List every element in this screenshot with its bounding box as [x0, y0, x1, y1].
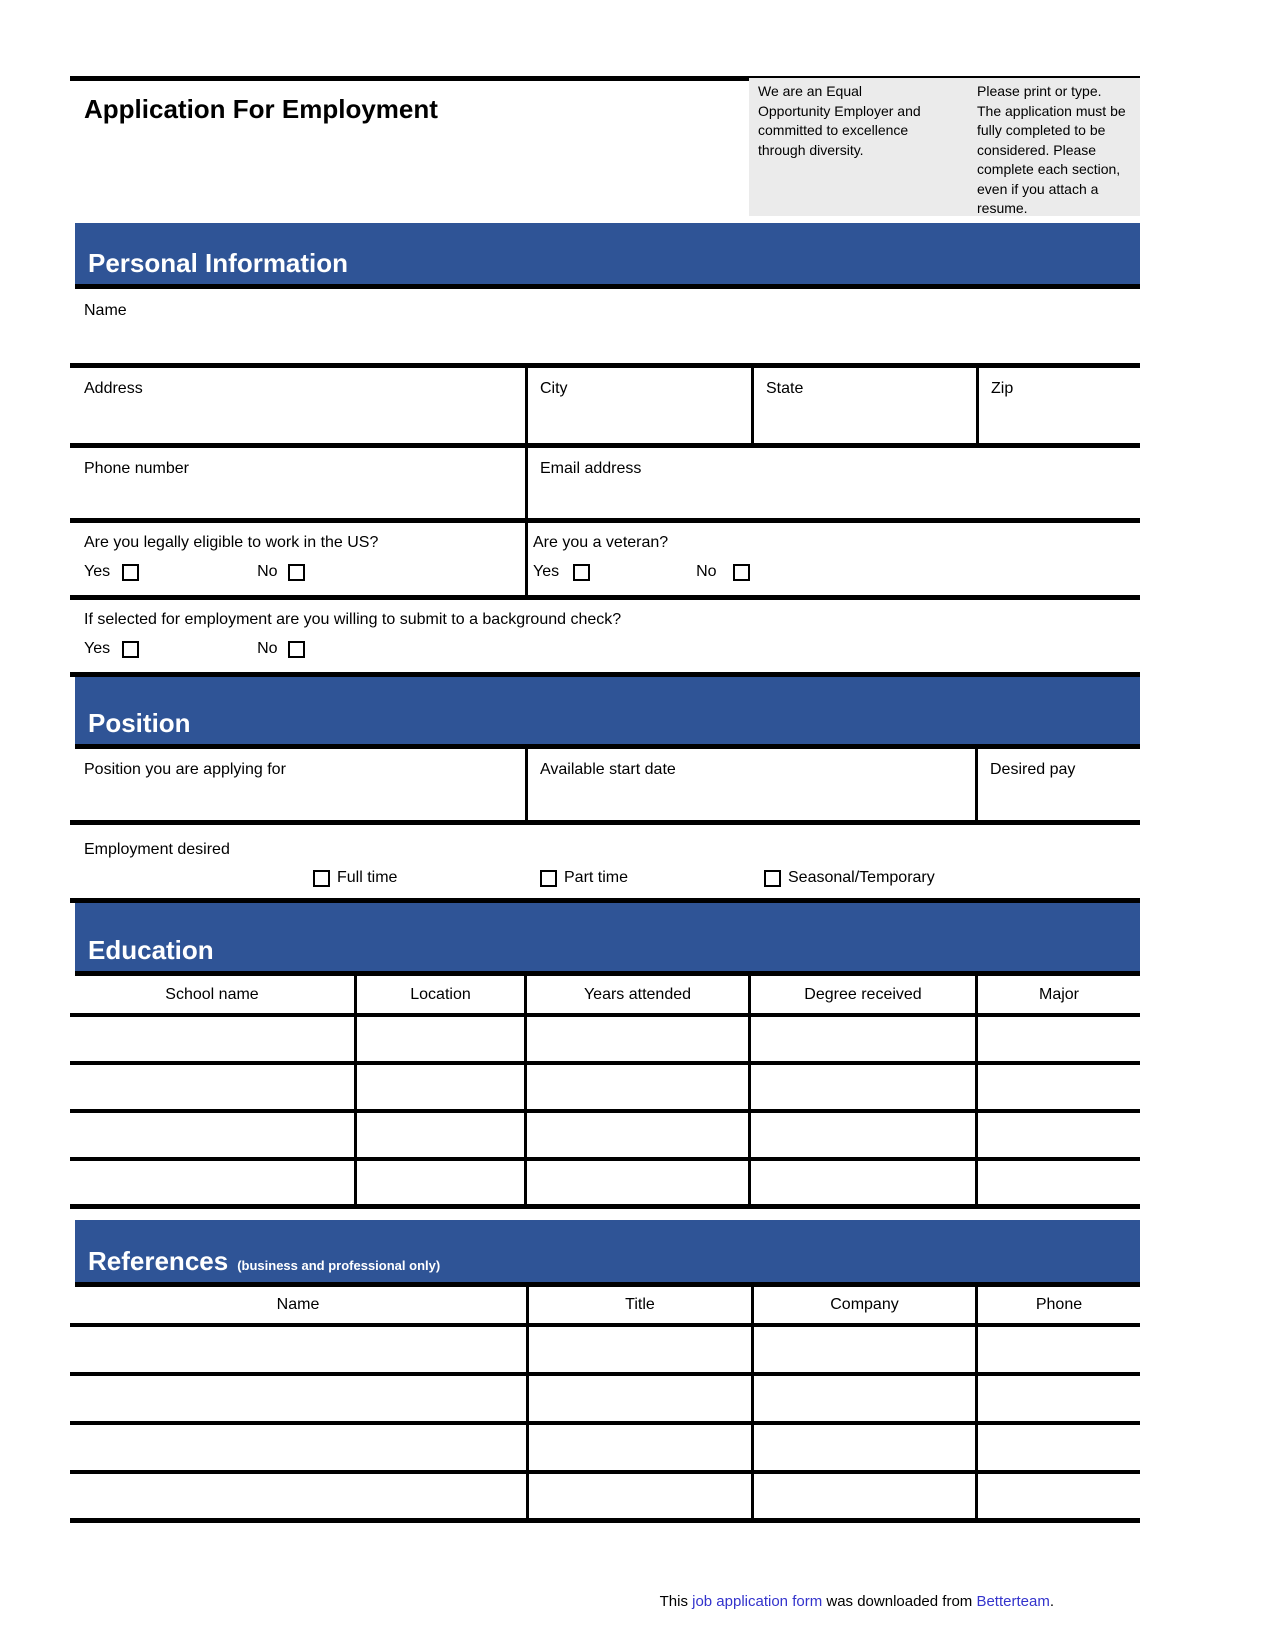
references-row — [70, 1327, 1140, 1376]
employment-desired-row — [70, 825, 1140, 903]
education-cell[interactable] — [357, 1161, 527, 1204]
section-header-education — [75, 903, 1140, 976]
education-row — [70, 1017, 1140, 1065]
desired-pay-field[interactable] — [978, 749, 1140, 820]
education-col-major: Major — [1038, 985, 1079, 1003]
start-date-label: Available start date — [540, 761, 676, 778]
section-header-personal — [75, 223, 1140, 289]
education-row — [70, 1065, 1140, 1113]
seasonal-temporary-option — [764, 869, 935, 887]
print-instructions-notice — [977, 82, 1140, 216]
reference-cell[interactable] — [754, 1327, 978, 1372]
education-cell[interactable] — [751, 1017, 978, 1061]
notice-line: Please print or type. — [977, 83, 1102, 99]
notice-line: fully completed to be — [977, 122, 1106, 138]
notice-line: Opportunity Employer and — [758, 102, 921, 119]
yes-label: Yes — [533, 563, 560, 580]
references-qualifier: (business and professional only) — [237, 1258, 441, 1273]
education-row — [70, 1161, 1140, 1209]
city-field[interactable] — [528, 368, 754, 443]
section-title-personal: Personal Information — [88, 248, 349, 278]
education-cell[interactable] — [751, 1065, 978, 1109]
eligible-no-checkbox[interactable] — [288, 564, 305, 581]
applying-for-label: Position you are applying for — [84, 761, 286, 778]
seasonal-temporary-label: Seasonal/Temporary — [788, 869, 935, 886]
reference-cell[interactable] — [529, 1425, 754, 1470]
education-col-location: Location — [357, 976, 527, 1013]
footer-text-end: . — [1049, 1593, 1054, 1610]
part-time-option — [540, 869, 628, 887]
reference-cell[interactable] — [70, 1425, 529, 1470]
education-table — [70, 976, 1140, 1209]
eligibility-row — [70, 523, 1140, 600]
zip-field[interactable] — [979, 368, 1140, 443]
city-label: City — [540, 380, 568, 397]
notice-line: We are an Equal — [758, 83, 863, 99]
notice-line: even if you attach a — [977, 180, 1099, 197]
email-label: Email address — [540, 460, 642, 477]
section-header-references — [75, 1220, 1140, 1287]
footer-text-middle: was downloaded from — [822, 1593, 977, 1610]
references-title-text: References — [88, 1246, 229, 1276]
desired-pay-label: Desired pay — [990, 761, 1076, 778]
no-label: No — [257, 563, 278, 580]
background-yes-checkbox[interactable] — [122, 641, 139, 658]
education-col-school: School name — [70, 976, 357, 1013]
references-row — [70, 1376, 1140, 1425]
section-title-education: Education — [88, 935, 214, 965]
reference-cell[interactable] — [978, 1474, 1140, 1518]
document-title: Application For Employment — [84, 94, 438, 124]
background-check-row — [70, 600, 1140, 677]
education-cell[interactable] — [527, 1113, 751, 1157]
reference-cell[interactable] — [754, 1474, 978, 1518]
part-time-label: Part time — [564, 869, 629, 886]
attribution-footer — [70, 1593, 1140, 1610]
job-application-form-link[interactable]: job application form — [692, 1593, 823, 1610]
reference-cell[interactable] — [70, 1376, 529, 1421]
background-question-cell — [70, 600, 1140, 672]
notice-line: considered. Please — [977, 141, 1097, 158]
no-label: No — [257, 640, 278, 657]
references-col-company: Company — [754, 1287, 978, 1323]
education-cell[interactable] — [357, 1113, 527, 1157]
reference-cell[interactable] — [529, 1327, 754, 1372]
notice-line: resume. — [977, 200, 1028, 216]
veteran-yes-no — [533, 563, 750, 581]
reference-cell[interactable] — [978, 1327, 1140, 1372]
address-label: Address — [84, 380, 143, 397]
reference-cell[interactable] — [70, 1327, 529, 1372]
eligible-yes-no — [84, 563, 305, 581]
email-field[interactable] — [528, 448, 1140, 518]
no-label: No — [696, 563, 717, 580]
eligible-question-cell — [70, 523, 528, 595]
full-time-checkbox[interactable] — [313, 870, 330, 887]
eligible-yes-checkbox[interactable] — [122, 564, 139, 581]
notice-line: committed to excellence — [758, 122, 909, 138]
references-col-name: Name — [70, 1287, 529, 1323]
yes-label: Yes — [84, 640, 111, 657]
references-col-title: Title — [529, 1287, 754, 1323]
name-field[interactable] — [70, 292, 1140, 363]
reference-cell[interactable] — [978, 1376, 1140, 1421]
education-cell[interactable] — [70, 1113, 357, 1157]
reference-cell[interactable] — [70, 1474, 529, 1518]
education-col-degree: Degree received — [751, 976, 978, 1013]
education-header-row — [70, 976, 1140, 1017]
yes-label: Yes — [84, 563, 111, 580]
education-cell[interactable] — [70, 1065, 357, 1109]
references-header-row — [70, 1287, 1140, 1327]
education-cell[interactable] — [70, 1017, 357, 1061]
references-row — [70, 1425, 1140, 1474]
notice-line: complete each section, — [977, 161, 1121, 177]
seasonal-temporary-checkbox[interactable] — [764, 870, 781, 887]
reference-cell[interactable] — [754, 1425, 978, 1470]
betterteam-link[interactable]: Betterteam — [976, 1593, 1050, 1610]
education-cell[interactable] — [978, 1065, 1140, 1109]
section-title-position: Position — [88, 708, 191, 738]
phone-label: Phone number — [84, 460, 189, 477]
phone-field[interactable] — [70, 448, 528, 518]
zip-label: Zip — [991, 380, 1014, 397]
education-cell[interactable] — [751, 1113, 978, 1157]
veteran-question: Are you a veteran? — [533, 534, 669, 551]
notice-line: through diversity. — [758, 141, 864, 158]
notice-line: The application must be — [977, 102, 1126, 119]
reference-cell[interactable] — [529, 1474, 754, 1518]
state-label: State — [766, 380, 804, 397]
full-time-option — [313, 869, 397, 887]
start-date-field[interactable] — [528, 749, 978, 820]
education-cell[interactable] — [70, 1161, 357, 1204]
background-no-checkbox[interactable] — [288, 641, 305, 658]
section-title-references — [88, 1248, 440, 1274]
education-cell[interactable] — [751, 1161, 978, 1204]
background-yes-no — [84, 640, 305, 658]
education-cell[interactable] — [357, 1017, 527, 1061]
background-question: If selected for employment are you willing to submit to a background check? — [84, 611, 622, 628]
veteran-yes-checkbox[interactable] — [573, 564, 590, 581]
education-cell[interactable] — [978, 1113, 1140, 1157]
education-cell[interactable] — [527, 1017, 751, 1061]
footer-text-start: This — [659, 1593, 693, 1610]
phone-email-row — [70, 448, 1140, 523]
education-row — [70, 1113, 1140, 1161]
part-time-checkbox[interactable] — [540, 870, 557, 887]
applying-for-field[interactable] — [70, 749, 528, 820]
eligible-question: Are you legally eligible to work in the US? — [84, 534, 379, 551]
address-row — [70, 363, 1140, 448]
section-header-position — [75, 677, 1140, 749]
full-time-label: Full time — [337, 869, 398, 886]
reference-cell[interactable] — [978, 1425, 1140, 1470]
education-cell[interactable] — [527, 1065, 751, 1109]
position-row — [70, 749, 1140, 825]
education-cell[interactable] — [357, 1065, 527, 1109]
name-label: Name — [84, 302, 127, 319]
education-cell[interactable] — [527, 1161, 751, 1204]
veteran-no-checkbox[interactable] — [733, 564, 750, 581]
education-cell[interactable] — [978, 1161, 1140, 1204]
references-col-phone: Phone — [1035, 1296, 1083, 1313]
address-field[interactable] — [70, 368, 528, 443]
veteran-question-cell — [528, 523, 1140, 595]
equal-opportunity-notice — [749, 82, 977, 216]
state-field[interactable] — [754, 368, 979, 443]
form-content — [70, 0, 1140, 1650]
reference-cell[interactable] — [754, 1376, 978, 1421]
education-col-years: Years attended — [527, 976, 751, 1013]
employment-desired-label: Employment desired — [84, 841, 230, 858]
reference-cell[interactable] — [529, 1376, 754, 1421]
education-cell[interactable] — [978, 1017, 1140, 1061]
references-table — [70, 1287, 1140, 1523]
references-row — [70, 1474, 1140, 1523]
notice-box — [749, 78, 1140, 216]
